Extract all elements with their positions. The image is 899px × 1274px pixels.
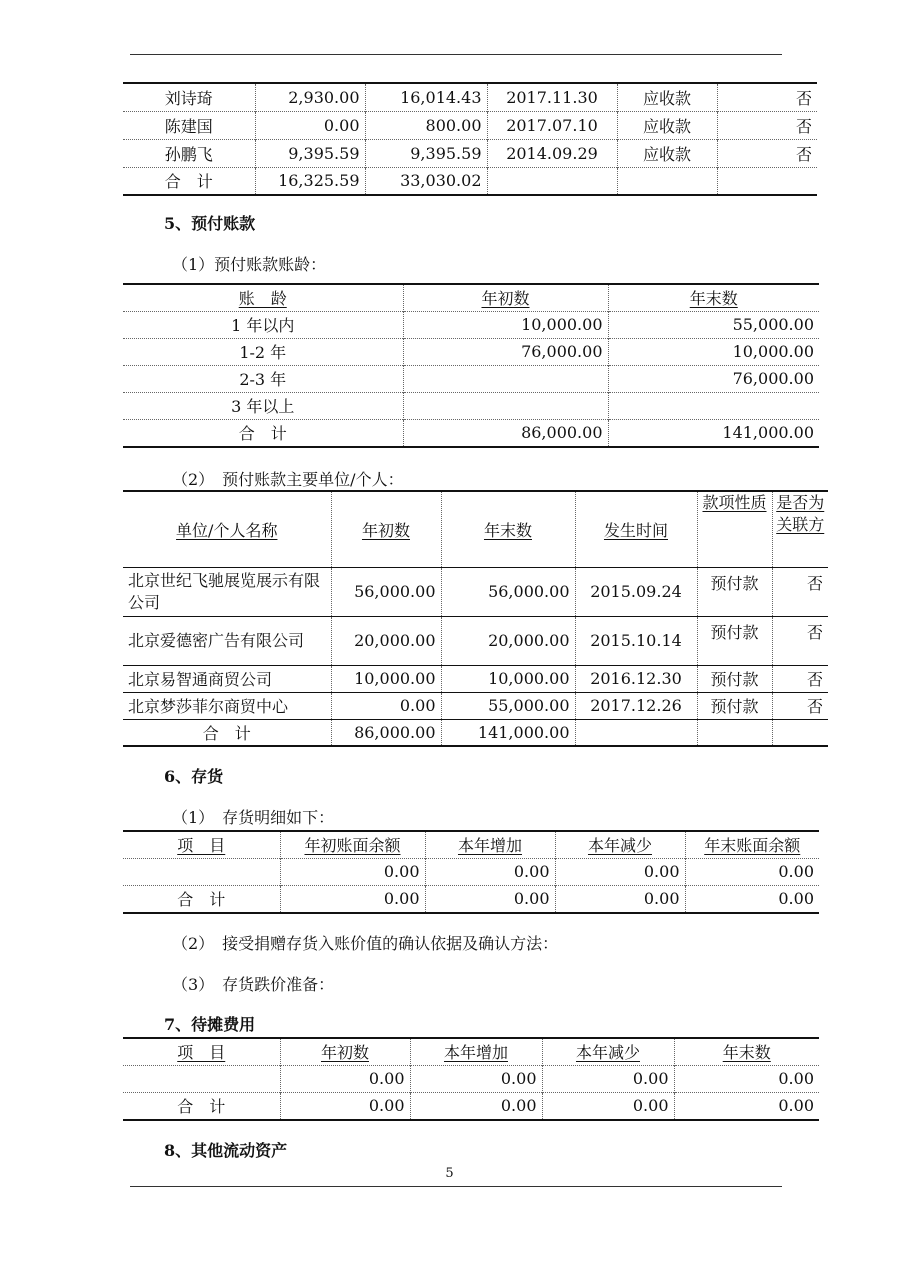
table-cell: 800.00 — [365, 111, 487, 139]
table-cell: 1-2 年 — [123, 338, 403, 365]
table-cell: 9,395.59 — [365, 139, 487, 167]
table-row — [123, 1065, 819, 1092]
table-cell: 合 计 — [123, 1092, 280, 1120]
table-cell: 2017.11.30 — [487, 83, 617, 111]
subsection-donated-inventory: （2） 接受捐赠存货入账价值的确认依据及确认方法： — [172, 934, 559, 953]
column-header: 年末数 — [608, 284, 819, 311]
table-cell: 孙鹏飞 — [123, 139, 255, 167]
subsection-aging: （1）预付账款账龄： — [172, 255, 327, 274]
table-cell — [403, 365, 608, 392]
table-cell: 预付款 — [697, 692, 772, 719]
table-total-row — [123, 1092, 819, 1120]
column-header: 发生时间 — [575, 491, 697, 567]
receivables-table — [123, 82, 817, 196]
table-cell: 86,000.00 — [403, 419, 608, 447]
table-cell: 北京梦莎菲尔商贸中心 — [123, 692, 331, 719]
table-cell: 合 计 — [123, 419, 403, 447]
table-cell — [617, 167, 717, 195]
column-header: 年末账面余额 — [685, 831, 819, 858]
table-cell: 否 — [772, 567, 828, 616]
column-header: 款项性质 — [697, 491, 772, 567]
column-header: 年初数 — [403, 284, 608, 311]
subsection-inventory-detail: （1） 存货明细如下： — [172, 808, 335, 827]
table-row — [123, 365, 819, 392]
column-header: 年初数 — [331, 491, 441, 567]
column-header: 项 目 — [123, 1038, 280, 1065]
column-header: 本年增加 — [425, 831, 555, 858]
table-cell: 0.00 — [542, 1092, 674, 1120]
table-cell: 141,000.00 — [608, 419, 819, 447]
table-cell: 北京世纪飞驰展览展示有限公司 — [123, 567, 331, 616]
column-header: 是否为关联方 — [772, 491, 828, 567]
table-cell: 2014.09.29 — [487, 139, 617, 167]
table-cell: 应收款 — [617, 139, 717, 167]
table-cell — [123, 858, 280, 885]
table-cell: 10,000.00 — [441, 665, 575, 692]
table-total-row — [123, 885, 819, 913]
table-cell: 否 — [717, 111, 817, 139]
table-row — [123, 311, 819, 338]
table-header-row — [123, 831, 819, 858]
table-cell: 应收款 — [617, 111, 717, 139]
table-cell: 0.00 — [425, 858, 555, 885]
table-header-row — [123, 1038, 819, 1065]
table-cell: 0.00 — [280, 1092, 410, 1120]
table-row — [123, 858, 819, 885]
table-cell: 56,000.00 — [331, 567, 441, 616]
table-cell — [772, 719, 828, 746]
table-row — [123, 111, 817, 139]
column-header: 年初账面余额 — [280, 831, 425, 858]
column-header: 本年减少 — [555, 831, 685, 858]
table-row — [123, 692, 828, 719]
table-cell: 2-3 年 — [123, 365, 403, 392]
column-header: 单位/个人名称 — [123, 491, 331, 567]
column-header: 年初数 — [280, 1038, 410, 1065]
table-cell: 9,395.59 — [255, 139, 365, 167]
table-cell: 20,000.00 — [331, 616, 441, 665]
table-cell: 0.00 — [674, 1065, 819, 1092]
table-cell: 0.00 — [542, 1065, 674, 1092]
table-row — [123, 392, 819, 419]
prepaid-expenses-table — [123, 1037, 819, 1121]
table-cell: 2015.10.14 — [575, 616, 697, 665]
table-cell: 0.00 — [685, 885, 819, 913]
column-header: 项 目 — [123, 831, 280, 858]
table-cell — [697, 719, 772, 746]
column-header: 本年减少 — [542, 1038, 674, 1065]
footer-rule — [130, 1186, 782, 1187]
table-cell: 0.00 — [410, 1092, 542, 1120]
table-cell: 合 计 — [123, 885, 280, 913]
table-cell: 0.00 — [555, 885, 685, 913]
section-heading-inventory: 6、存货 — [164, 767, 224, 786]
table-cell: 10,000.00 — [331, 665, 441, 692]
table-cell: 55,000.00 — [441, 692, 575, 719]
table-cell: 3 年以上 — [123, 392, 403, 419]
table-cell: 预付款 — [697, 567, 772, 616]
table-cell: 否 — [772, 692, 828, 719]
table-cell: 否 — [717, 139, 817, 167]
column-header: 年末数 — [441, 491, 575, 567]
table-cell: 北京爱德密广告有限公司 — [123, 616, 331, 665]
table-cell: 否 — [717, 83, 817, 111]
table-row — [123, 139, 817, 167]
table-cell: 1 年以内 — [123, 311, 403, 338]
table-cell: 76,000.00 — [403, 338, 608, 365]
table-cell: 86,000.00 — [331, 719, 441, 746]
table-cell: 55,000.00 — [608, 311, 819, 338]
subsection-main-units: （2） 预付账款主要单位/个人： — [172, 470, 404, 489]
column-header: 账 龄 — [123, 284, 403, 311]
table-cell: 16,014.43 — [365, 83, 487, 111]
table-cell: 16,325.59 — [255, 167, 365, 195]
table-cell — [123, 1065, 280, 1092]
aging-table — [123, 283, 819, 448]
table-cell: 0.00 — [555, 858, 685, 885]
table-cell: 应收款 — [617, 83, 717, 111]
table-cell: 刘诗琦 — [123, 83, 255, 111]
table-cell — [717, 167, 817, 195]
table-cell: 33,030.02 — [365, 167, 487, 195]
table-cell: 否 — [772, 665, 828, 692]
column-header: 本年增加 — [410, 1038, 542, 1065]
table-cell: 北京易智通商贸公司 — [123, 665, 331, 692]
section-heading-prepaid-expenses: 7、待摊费用 — [164, 1015, 256, 1034]
table-cell — [487, 167, 617, 195]
table-cell: 0.00 — [685, 858, 819, 885]
table-cell: 10,000.00 — [608, 338, 819, 365]
column-header: 年末数 — [674, 1038, 819, 1065]
table-cell: 2,930.00 — [255, 83, 365, 111]
table-cell: 2015.09.24 — [575, 567, 697, 616]
table-cell: 2017.07.10 — [487, 111, 617, 139]
table-cell: 0.00 — [674, 1092, 819, 1120]
table-row — [123, 83, 817, 111]
table-cell: 预付款 — [697, 665, 772, 692]
table-cell: 2016.12.30 — [575, 665, 697, 692]
table-cell — [403, 392, 608, 419]
table-cell: 0.00 — [425, 885, 555, 913]
page-number: 5 — [445, 1166, 454, 1181]
table-cell: 合 计 — [123, 167, 255, 195]
table-cell: 2017.12.26 — [575, 692, 697, 719]
table-cell: 0.00 — [280, 1065, 410, 1092]
table-cell: 76,000.00 — [608, 365, 819, 392]
table-cell: 20,000.00 — [441, 616, 575, 665]
table-total-row — [123, 419, 819, 447]
table-cell: 陈建国 — [123, 111, 255, 139]
prepayment-units-table — [123, 490, 828, 747]
table-total-row — [123, 719, 828, 746]
inventory-table — [123, 830, 819, 914]
table-row — [123, 665, 828, 692]
header-rule — [130, 54, 782, 55]
table-header-row — [123, 491, 828, 567]
table-header-row — [123, 284, 819, 311]
table-cell: 0.00 — [410, 1065, 542, 1092]
table-cell — [575, 719, 697, 746]
table-cell: 141,000.00 — [441, 719, 575, 746]
table-row — [123, 616, 828, 665]
section-heading-other-current-assets: 8、其他流动资产 — [164, 1141, 288, 1160]
table-cell: 0.00 — [255, 111, 365, 139]
table-cell: 0.00 — [280, 858, 425, 885]
table-cell: 预付款 — [697, 616, 772, 665]
table-row — [123, 338, 819, 365]
table-cell: 否 — [772, 616, 828, 665]
table-cell: 0.00 — [331, 692, 441, 719]
table-cell: 56,000.00 — [441, 567, 575, 616]
table-cell: 10,000.00 — [403, 311, 608, 338]
subsection-inventory-impairment: （3） 存货跌价准备： — [172, 975, 335, 994]
table-cell: 合 计 — [123, 719, 331, 746]
table-cell — [608, 392, 819, 419]
table-total-row — [123, 167, 817, 195]
table-row — [123, 567, 828, 616]
section-heading-prepayments: 5、预付账款 — [164, 214, 256, 233]
table-cell: 0.00 — [280, 885, 425, 913]
